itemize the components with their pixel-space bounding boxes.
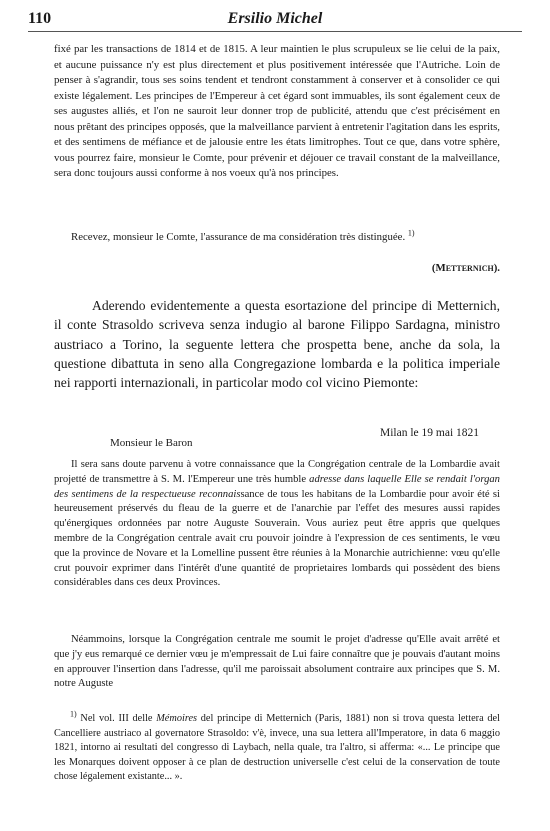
footnote-text: del principe di Metternich (Paris, 1881) non si trova questa lettera del Cancelliere austriaco al governatore Strasoldo: v'è, invece, una sua lettera all'Imperatore, in data 6 maggio 1821, intorno ai resultati del congresso di Laybach, nella quale, tra l'altro, si afferma: «... Le principe que les Monarques doivent opposer à ce plan de destruction universelle c'est celui de la conservation de toute chose légalement existante... ». [54,713,500,783]
letter-text: Il sera sans doute parvenu à votre connaissance que la Congrégation centrale de la Lombardie avait projetté de transmettre à S. M. l'Empereur une très humble [54,459,500,485]
footnote-reference: 1) [407,228,415,238]
header-rule [28,31,522,32]
footnote [54,709,500,785]
metternich-closing [54,230,500,246]
metternich-letter-text: fixé par les transactions de 1814 et de 1815. A leur maintien le plus scrupuleux se lie celui de la paix, et aucune puissance n'y est plus directement et plus positivement intéressée que l'Autriche. Loin de penser à s'agrandir, tous ses soins tendent et tendront constamment à conserver et à consolider ce qui existe légalement. Les principes de l'Empereur à cet égard sont immuables, ils sont également ceux de ses augustes alliés, et l'on ne sauroit leur donner trop de publicité, attendu que c'est précisément en nous prêtant des principes opposés, que la malveillance parvient à entretenir l'agitation dans les esprits, et des sentimens de méfiance et de jalousie entre les états limitrophes. Tout ce que, dans votre sphère, vous pourrez faire, monsieur le Comte, pour prévenir et déjouer ce travail constant de la malveillance, sera donc toujours aussi conforme à nos voeux qu'à nos principes. [54,43,500,179]
metternich-letter-paragraph [54,42,500,182]
letter-text: sance de tous les habitans de la Lombardie pour avoir été si heureusement préservés du fleau de la guerre et de l'anarchie par l'effet des mesures aussi rapides qu'énergiques ordonnées par notre Auguste Souverain. Vous auriez peut être appris que quelques membre de la Congrégation centrale avait cru pouvoir joindre à l'expression de ces sentiments, le vœu que la province de Novare et la Lomelline pussent être réunies à la Monarchie autrichienne: vœu qu'elle crut pouvoir exprimer dans l'intérêt d'une quantité de proprietaires lombards qui possèdent des biens considérables dans ces deux Provinces. [54,488,501,589]
letter-paragraph-2: Néammoins, lorsque la Congrégation centrale me soumit le projet d'adresse qu'Elle avait arrêté et que j'y eus remarqué ce dernier vœu je m'empressait de Lui faire connaître que je pouvais d'autant moins en approuver l'insertion dans l'adresse, qu'il me paroissait absolument contraire aux principes que S. M. notre Auguste [54,634,500,690]
letter-salutation: Monsieur le Baron [110,437,193,449]
running-title: Ersilio Michel [227,10,323,27]
signature: (Metternich). [431,262,500,274]
footnote-text: Nel vol. III delle [80,713,157,724]
letter-italic-text: adresse dans laquelle Elle se rendait l'organ des sentimens de la respectueuse reconnais [54,473,500,500]
footnote-marker: 1) [70,709,77,719]
page-header [28,10,522,32]
closing-text: Recevez, monsieur le Comte, l'assurance de ma considération très distinguée. [71,231,406,243]
letter-dateline: Milan le 19 mai 1821 [380,427,480,439]
footnote-italic-text: Mémoires [156,713,198,724]
narrative-paragraph: Aderendo evidentemente a questa esortazione del principe di Metternich, il conte Strasoldo scriveva senza indugio al barone Filippo Sardagna, ministro austriaco a Torino, la seguente lettera che prospetta bene, anche da sola, la questione dibattuta in seno alla Congregazione lombarda e la politica imperiale nei rapporti internazionali, in particolar modo col vicino Piemonte: [54,298,500,391]
letter-paragraph-1 [54,458,500,591]
page-number: 110 [28,10,52,27]
